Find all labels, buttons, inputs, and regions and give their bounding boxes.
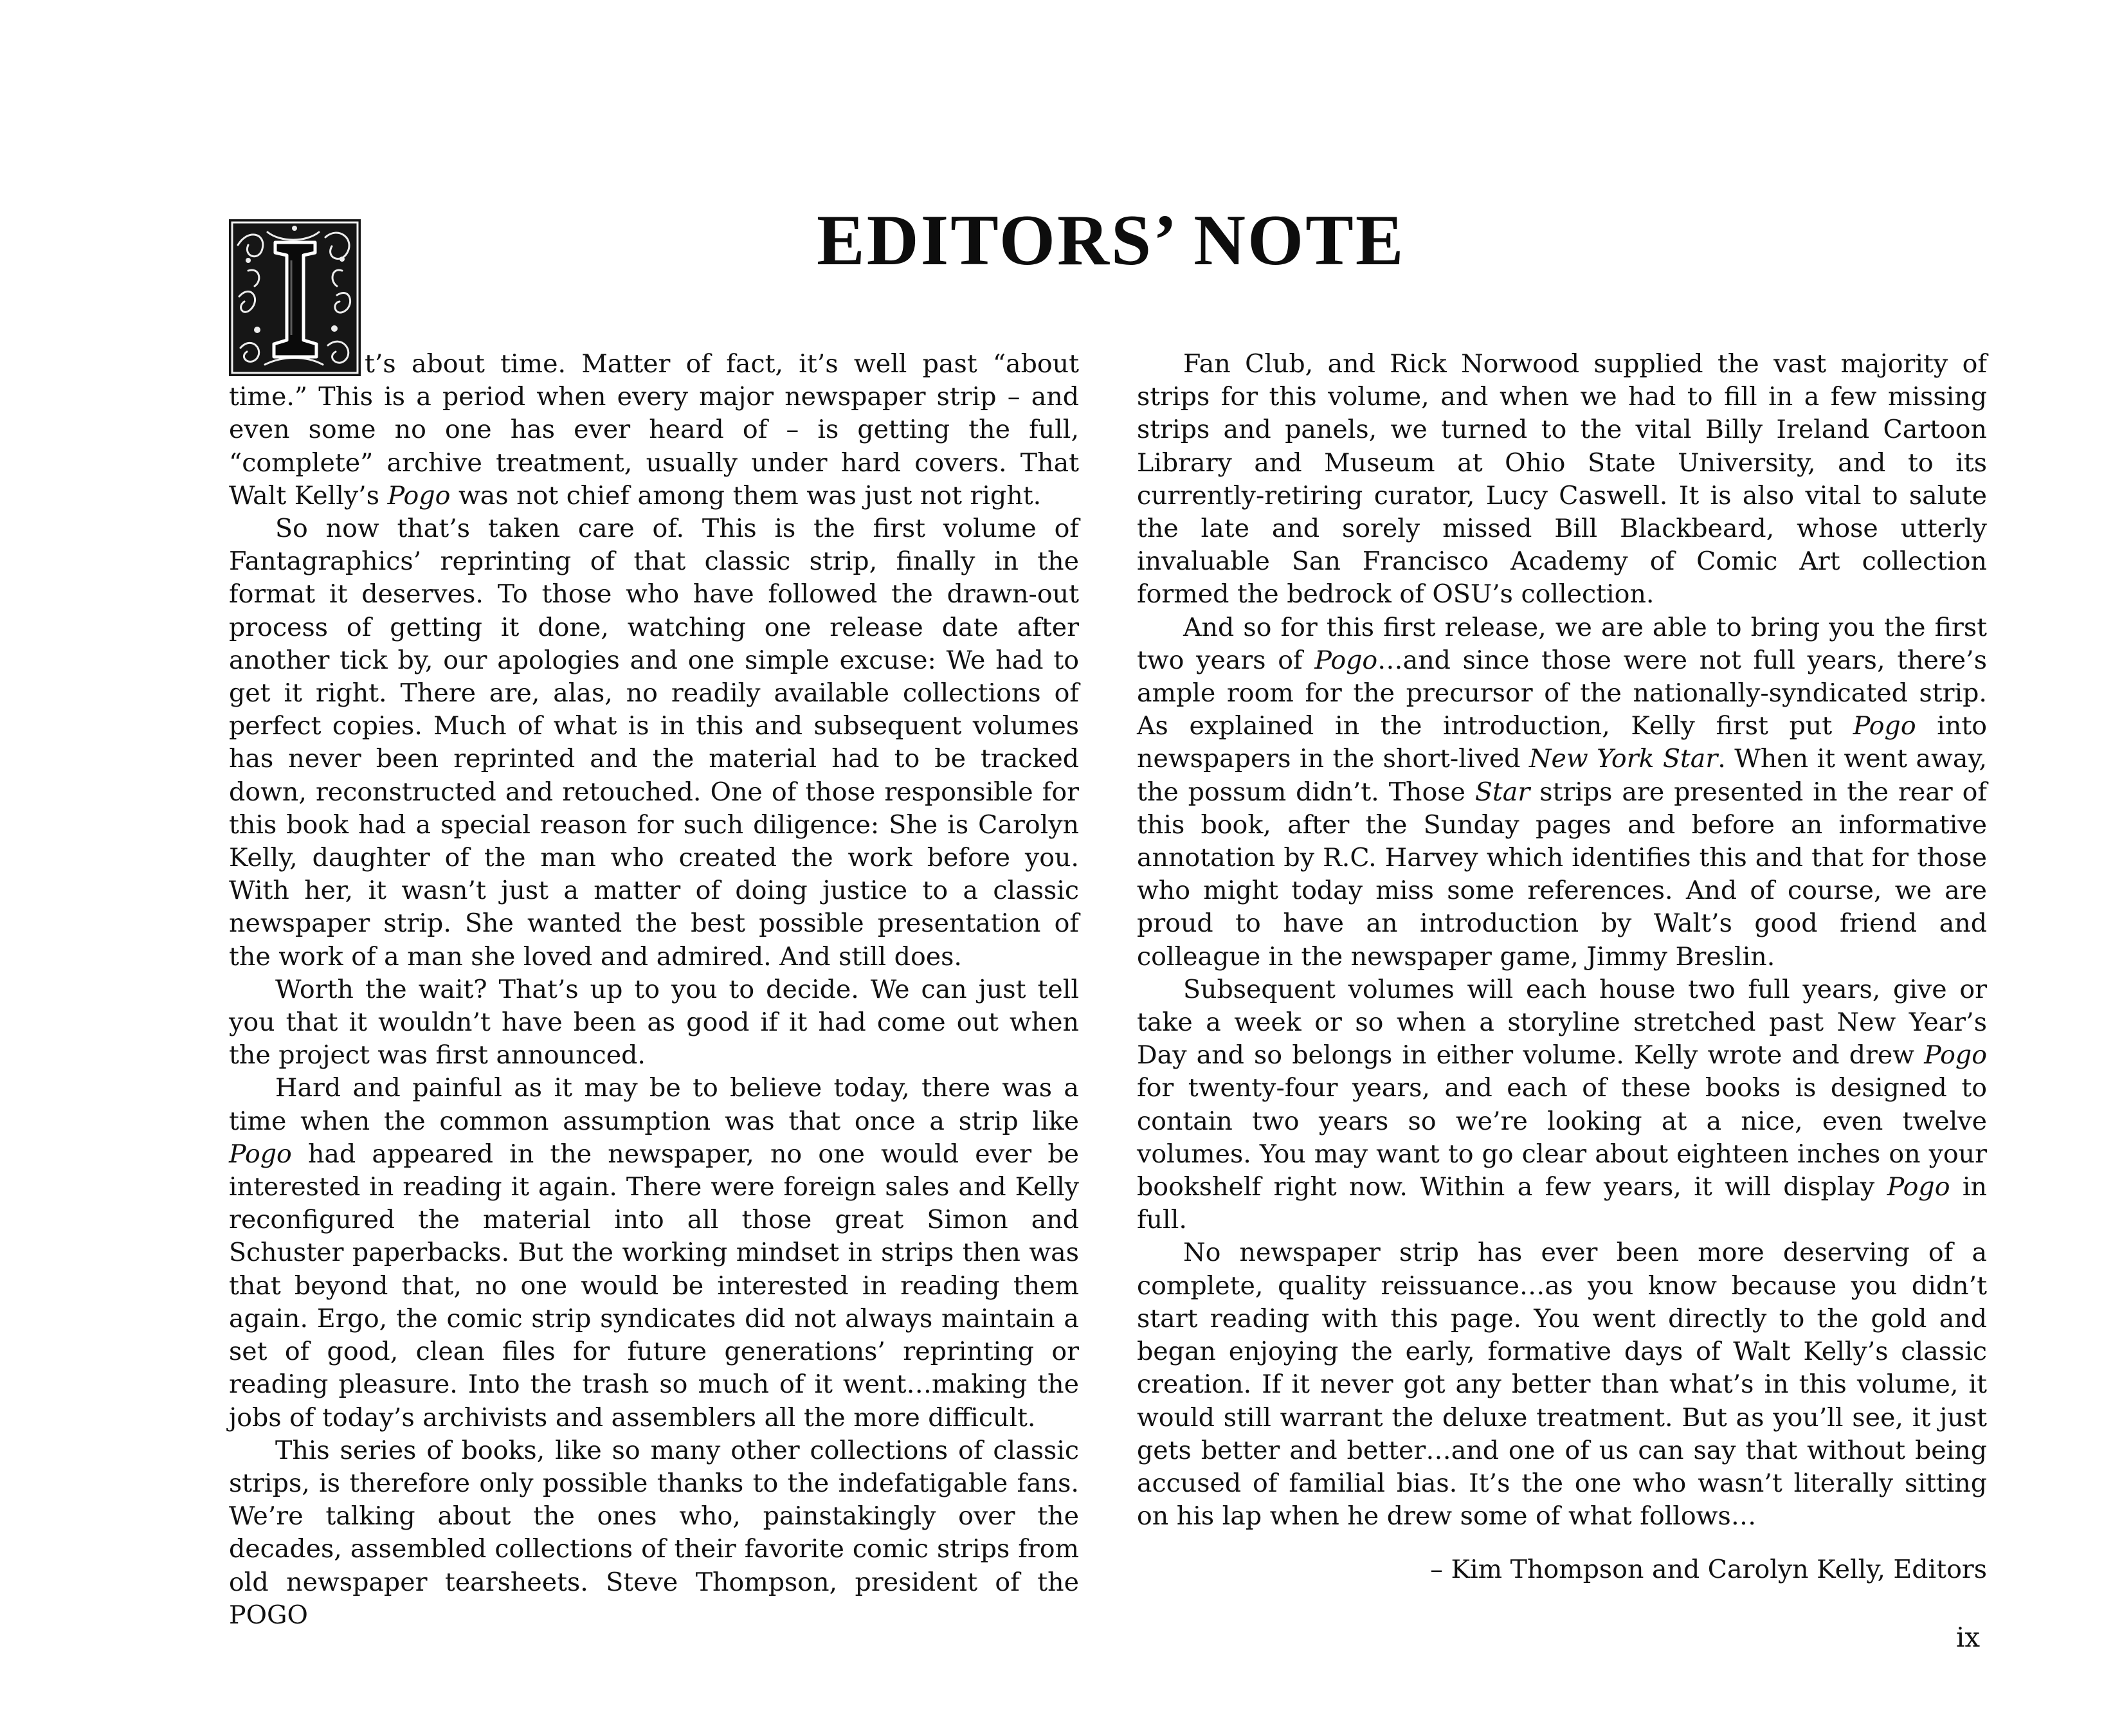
paragraph-text: Worth the wait? That’s up to you to decide. We can just tell you that it wouldn’t have been as good if it had come out when the project was first announced. [229,974,1079,1071]
paragraph-text: …and since those were not full years, there’s ample room for the precursor of the nationally-syndicated strip. As explained in the introduction, Kelly first put [1137,645,1987,741]
body-paragraph [1137,1236,1987,1533]
paragraph-text: No newspaper strip has ever been more deserving of a complete, quality reissuance…as you know because you didn’t start reading with this page. You went directly to the gold and began enjoying the early, formative days of Walt Kelly’s classic creation. If it never got any better than what’s in this volume, it would still warrant the deluxe treatment. But as you’ll see, it just gets better and better…and one of us can say that without being accused of familial bias. It’s the one who wasn’t literally sitting on his lap when he drew some of what follows… [1137,1238,1987,1532]
paragraph-text: for twenty-four years, and each of these books is designed to contain two years so we’re looking at a nice, even twelve volumes. You may want to go clear about eighteen inches on your bookshelf right now. Within a few years, it will display [1137,1073,1987,1202]
paragraph-text: And so for this first release, we are able to bring you the first two years of [1137,612,1987,675]
italic-text: New York Star [1528,744,1718,774]
paragraph-text: was not chief among them was just not right. [450,480,1042,511]
paragraph-text: This series of books, like so many other collections of classic strips, is therefore only possible thanks to the indefatigable fans. We’re talking about the ones who, painstakingly over the decades, assembled collections of their favorite comic strips from old newspaper tearsheets. Steve Thompson, president of the POGO [229,1435,1079,1630]
italic-text: Star [1474,777,1530,807]
paragraph-text: Subsequent volumes will each house two full years, give or take a week or so when a storyline stretched past New Year’s Day and so belongs in either volume. Kelly wrote and drew [1137,974,1987,1071]
body-paragraph [229,512,1079,973]
left-column [229,348,1079,1632]
body-paragraph [1137,611,1987,973]
paragraph-text: in full. [1137,1172,1987,1235]
italic-text: Pogo [387,480,451,511]
paragraph-text: . When it went away, the possum didn’t. Those [1137,744,1987,807]
right-column-paragraphs [1137,348,1987,1533]
body-paragraph [1137,348,1987,611]
ornate-drop-cap-icon [229,219,361,376]
body-paragraph [229,973,1079,1072]
paragraph-text: Hard and painful as it may be to believe today, there was a time when the common assumption was that once a strip like [229,1073,1079,1136]
italic-text: Pogo [1314,645,1378,675]
body-paragraph [229,1434,1079,1632]
body-paragraph [229,1072,1079,1434]
body-paragraph [1137,973,1987,1237]
paragraph-text: into newspapers in the short-lived [1137,711,1987,774]
paragraph-text: Fan Club, and Rick Norwood supplied the vast majority of strips for this volume, and when we had to fill in a few missing strips and panels, we turned to the vital Billy Ireland Cartoon Library and Museum at Ohio State University, and to its currently-retiring curator, Lucy Caswell. It is also vital to salute the late and sorely missed Bill Blackbeard, whose utterly invaluable San Francisco Academy of Comic Art collection formed the bedrock of OSU’s collection. [1137,349,1987,610]
paragraph-text: So now that’s taken care of. This is the first volume of Fantagraphics’ reprinting of that classic strip, finally in the format it deserves. To those who have followed the drawn-out process of getting it done, watching one release date after another tick by, our apologies and one simple excuse: We had to get it right. There are, alas, no readily available collections of perfect copies. Much of what is in this and subsequent volumes has never been reprinted and the material had to be tracked down, reconstructed and retouched. One of those responsible for this book had a special reason for such diligence: She is Carolyn Kelly, daughter of the man who created the work before you. With her, it wasn’t just a matter of doing justice to a classic newspaper strip. She wanted the best possible presentation of the work of a man she loved and admired. And still does. [229,514,1079,972]
right-column [1137,348,1987,1587]
italic-text: Pogo [1924,1040,1987,1071]
italic-text: Pogo [1853,711,1916,741]
page-title: EDITORS’ NOTE [817,201,1406,280]
paragraph-text: t’s about time. Matter of fact, it’s well past “about time.” This is a period when every major newspaper strip – and even some no one has ever heard of – is getting the full, “complete” archive treatment, usually under hard covers. That Walt Kelly’s [229,349,1079,511]
page-number: ix [1956,1622,1981,1653]
italic-text: Pogo [229,1139,292,1169]
italic-text: Pogo [1887,1172,1950,1202]
paragraph-text: strips are presented in the rear of this book, after the Sunday pages and before an informative annotation by R.C. Harvey which identifies this and that for those who might today miss some references. And of course, we are proud to have an introduction by Walt’s good friend and colleague in the newspaper game, Jimmy Breslin. [1137,777,1987,972]
paragraph-text: had appeared in the newspaper, no one would ever be interested in reading it again. There were foreign sales and Kelly reconfigured the material into all those great Simon and Schuster paperbacks. But the working mindset in strips then was that beyond that, no one would be interested in reading them again. Ergo, the comic strip syndicates did not always maintain a set of good, clean files for future generations’ reprinting or reading pleasure. Into the trash so much of it went…making the jobs of today’s archivists and assemblers all the more difficult. [229,1139,1079,1433]
left-column-paragraphs [229,348,1079,1632]
editors-signature: – Kim Thompson and Carolyn Kelly, Editors [1430,1555,1987,1585]
